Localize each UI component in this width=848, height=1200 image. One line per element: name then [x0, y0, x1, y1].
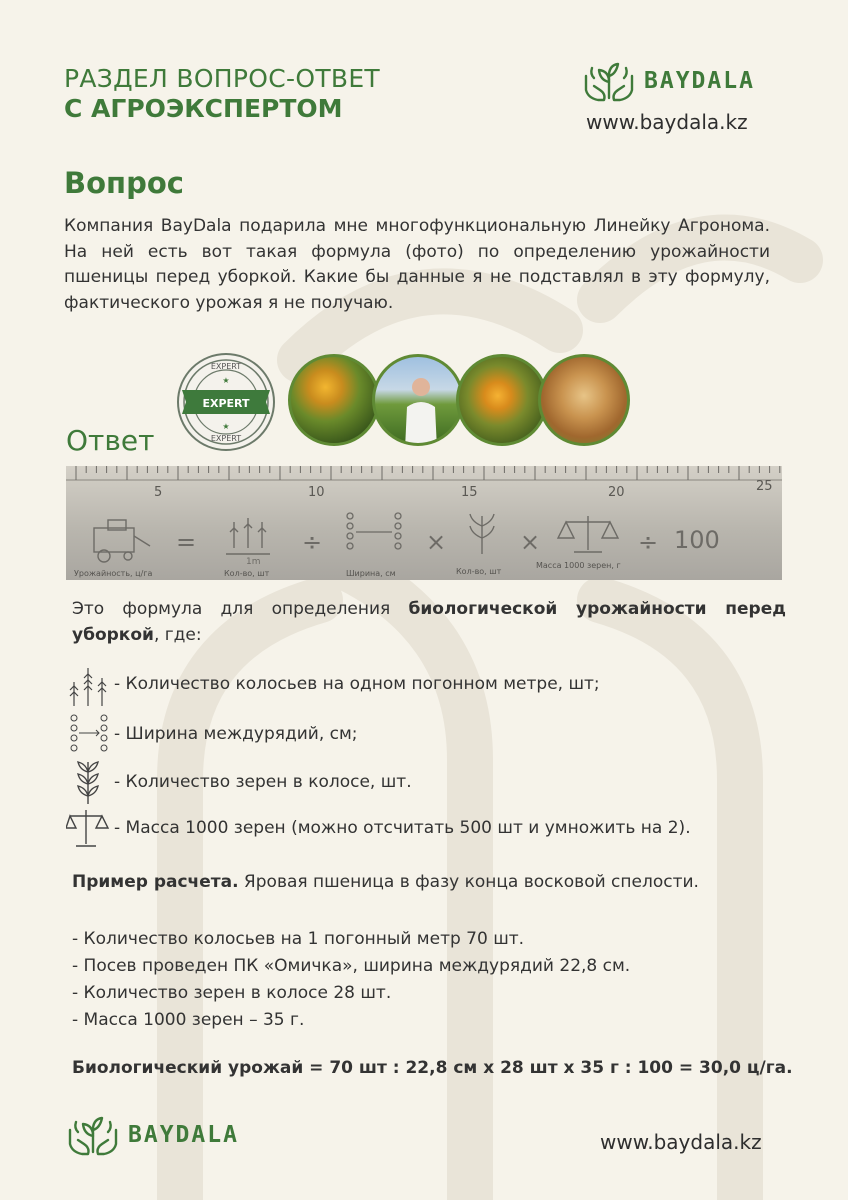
star-icon: ★ [222, 422, 230, 431]
ruler-label: Кол-во, шт [224, 569, 270, 578]
photo-agronomist [372, 354, 464, 446]
scales-icon [66, 806, 114, 850]
sprout-hands-icon [66, 1112, 120, 1158]
list-item: - Посев проведен ПК «Омичка», ширина междурядий 22,8 см. [72, 956, 631, 976]
legend-text: - Масса 1000 зерен (можно отсчитать 500 шт и умножить на 2). [114, 818, 691, 838]
photo-grain-hands [538, 354, 630, 446]
unit-label: 1m [246, 557, 261, 567]
website-link[interactable]: www.baydala.kz [586, 110, 748, 134]
photo-corn-kernel [456, 354, 548, 446]
section-subtitle: С АГРОЭКСПЕРТОМ [64, 94, 343, 123]
ruler-label: Ширина, см [346, 569, 396, 578]
brand-name: BAYDALA [644, 68, 755, 94]
expert-badge [176, 352, 276, 452]
agronomist-ruler-photo [66, 466, 782, 580]
brand-logo[interactable] [582, 58, 755, 104]
grain-ear-icon [66, 758, 114, 806]
list-item: - Количество колосьев на 1 погонный метр 70 шт. [72, 929, 525, 949]
calculation-result: Биологический урожай = 70 шт : 22,8 см х 28 шт х 35 г : 100 = 30,0 ц/га. [72, 1058, 793, 1078]
ruler-tick-label: 15 [461, 485, 478, 500]
ruler-label: Кол-во, шт [456, 567, 502, 576]
legend-text: - Количество зерен в колосе, шт. [114, 772, 412, 792]
intro-bold: биологической урожайности перед уборкой [72, 599, 786, 645]
example-heading: Пример расчета. Яровая пшеница в фазу конца восковой спелости. [72, 872, 699, 892]
badge-main-text: EXPERT [202, 397, 250, 410]
grain-ear-icon [470, 514, 494, 554]
legend-item [66, 758, 412, 806]
legend-item [66, 712, 358, 756]
formula-multiply: × [426, 528, 447, 556]
ruler-label: Масса 1000 зерен, г [536, 561, 621, 570]
combine-harvester-icon [94, 520, 150, 562]
sprout-hands-icon [582, 58, 636, 104]
footer-website-link[interactable]: www.baydala.kz [600, 1130, 762, 1154]
question-text: Компания BayDala подарила мне многофункциональную Линейку Агронома. На ней есть вот такая формула (фото) по определению урожайности пшеницы перед уборкой. Какие бы данные я не подставлял в эту формулу, фактического урожая я не получаю. [64, 216, 770, 313]
formula-intro: Это формула для определения биологической урожайности перед уборкой, где: [72, 599, 786, 645]
formula-divide: ÷ [638, 528, 659, 556]
formula-number: 100 [674, 526, 720, 554]
wheat-ears-icon [66, 660, 114, 708]
star-icon: ★ [222, 376, 230, 385]
ruler-tick-label: 20 [608, 485, 625, 500]
badge-top-text: EXPERT [210, 362, 242, 371]
section-title: РАЗДЕЛ ВОПРОС-ОТВЕТ [64, 64, 381, 93]
list-item: - Количество зерен в колосе 28 шт. [72, 983, 392, 1003]
legend-text: - Ширина междурядий, см; [114, 724, 358, 744]
ruler-tick-label: 25 [756, 479, 773, 494]
answer-heading: Ответ [66, 424, 155, 457]
ruler-tick-label: 10 [308, 485, 325, 500]
question-heading: Вопрос [64, 166, 184, 200]
example-bold: Пример расчета. [72, 872, 239, 892]
legend-text: - Количество колосьев на одном погонном метре, шт; [114, 674, 600, 694]
badge-bottom-text: EXPERT [210, 434, 242, 443]
formula-multiply: × [520, 528, 541, 556]
formula-divide: ÷ [302, 528, 323, 556]
ruler-label: Урожайность, ц/га [74, 569, 153, 578]
legend-item [66, 660, 600, 708]
scales-icon [558, 516, 618, 552]
formula-equals: = [176, 528, 197, 556]
legend-item [66, 806, 691, 850]
row-spacing-icon [347, 513, 401, 549]
footer-logo[interactable] [66, 1112, 239, 1158]
ruler-tick-label: 5 [154, 485, 163, 500]
ears-per-meter-icon [226, 518, 270, 554]
row-spacing-icon [66, 712, 114, 756]
example-list [72, 926, 630, 1034]
photo-corn-field [288, 354, 380, 446]
list-item: - Масса 1000 зерен – 35 г. [72, 1010, 305, 1030]
footer-brand-name: BAYDALA [128, 1122, 239, 1148]
